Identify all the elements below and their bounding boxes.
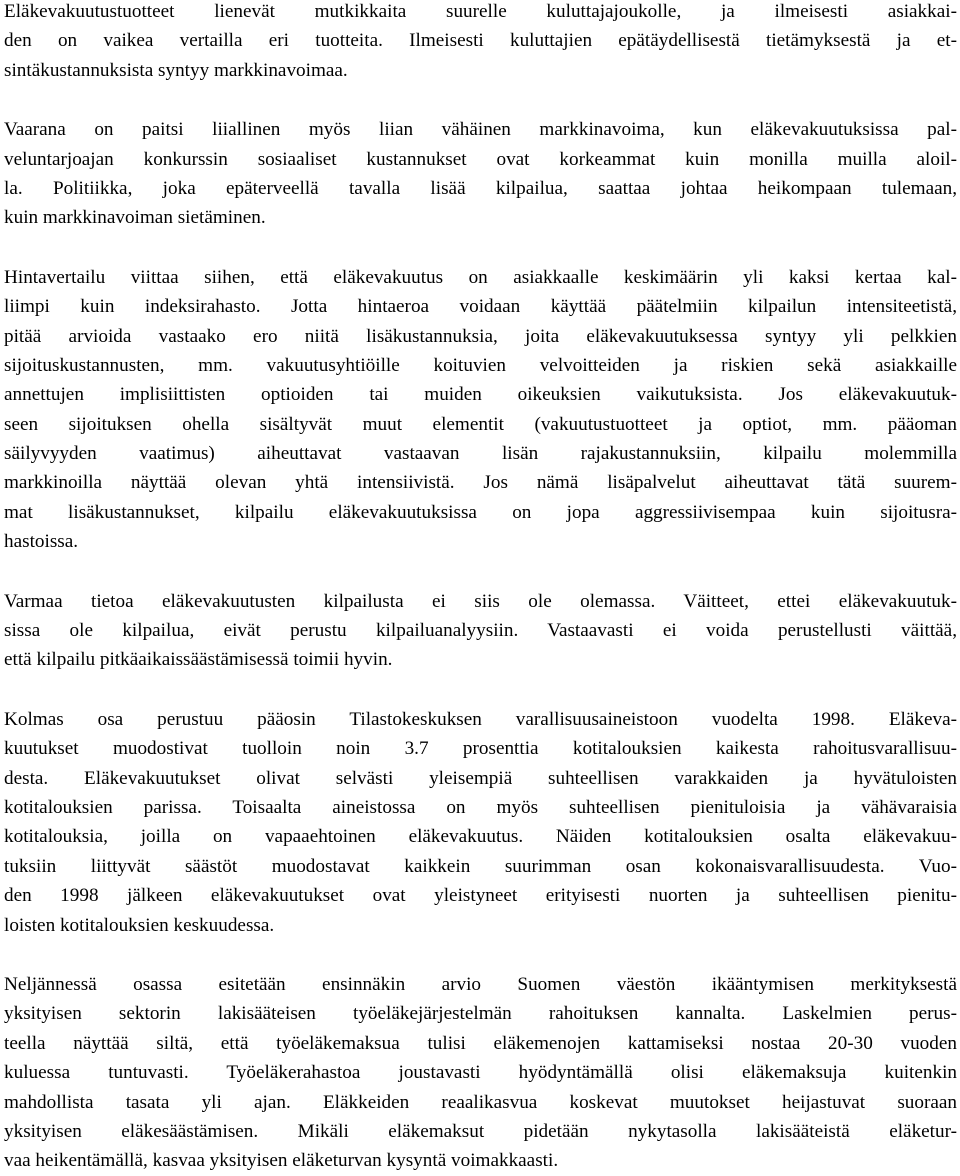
text-line: Eläkevakuutustuotteet lienevät mutkikkaita suurelle kuluttajajoukolle, ja ilmeisesti asiakkai- [4, 1, 957, 22]
text-line: kuin markkinavoiman sietäminen. [4, 207, 266, 229]
paragraph-2 [4, 115, 957, 233]
text-line: markkinoilla näyttää olevan yhtä intensiivistä. Jos nämä lisäpalvelut aiheuttavat tätä suurem- [4, 472, 957, 494]
text-line: yksityisen eläkesäästämisen. Mikäli eläkemaksut pidetään nykytasolla lakisääteistä eläketur- [4, 1120, 957, 1142]
text-line: sintäkustannuksista syntyy markkinavoimaa. [4, 59, 348, 81]
text-line: Kolmas osa perustuu pääosin Tilastokeskuksen varallisuusaineistoon vuodelta 1998. Eläkeva- [4, 708, 957, 730]
text-line: pitää arvioida vastaako ero niitä lisäkustannuksia, joita eläkevakuutuksessa syntyy yli pelkkien [4, 325, 957, 347]
paragraph-4 [4, 587, 957, 675]
text-line: teella näyttää siltä, että työeläkemaksua tulisi eläkemenojen kattamiseksi nostaa 20-30 vuoden [4, 1032, 957, 1054]
text-line: den on vaikea vertailla eri tuotteita. Ilmeisesti kuluttajien epätäydellisestä tietämyksestä ja et- [4, 30, 957, 52]
text-line: Neljännessä osassa esitetään ensinnäkin arvio Suomen väestön ikääntymisen merkityksestä [4, 973, 957, 995]
text-line: vaa heikentämällä, kasvaa yksityisen eläketurvan kysyntä voimakkaasti. [4, 1150, 559, 1172]
text-line: kuluessa tuntuvasti. Työeläkerahastoa joustavasti hyödyntämällä olisi eläkemaksuja kuitenkin [4, 1062, 957, 1084]
paragraph-1 [4, 0, 957, 85]
text-line: la. Politiikka, joka epäterveellä tavalla lisää kilpailua, saattaa johtaa heikompaan tulemaan, [4, 177, 957, 199]
text-line: mat lisäkustannukset, kilpailu eläkevakuutuksissa on jopa aggressiivisempaa kuin sijoitusra- [4, 501, 957, 523]
text-line: loisten kotitalouksien keskuudessa. [4, 914, 275, 936]
text-line: sijoituskustannusten, mm. vakuutusyhtiöille koituvien velvoitteiden ja riskien sekä asiakkaille [4, 354, 957, 376]
text-line: kotitalouksia, joilla on vapaaehtoinen eläkevakuutus. Näiden kotitalouksien osalta eläkevakuu- [4, 826, 957, 848]
text-line: Hintavertailu viittaa siihen, että eläkevakuutus on asiakkaalle keskimäärin yli kaksi kertaa kal- [4, 266, 957, 288]
text-line: kotitalouksien parissa. Toisaalta aineistossa on myös suhteellisen pienituloisia ja vähävaraisia [4, 796, 957, 818]
text-line: annettujen implisiittisten optioiden tai muiden oikeuksien vaikutuksista. Jos eläkevakuutuk- [4, 384, 957, 406]
text-line: säilyvyyden vaatimus) aiheuttavat vastaavan lisän rajakustannuksiin, kilpailu molemmilla [4, 443, 957, 465]
text-line: veluntarjoajan konkurssin sosiaaliset kustannukset ovat korkeammat kuin monilla muilla aloil- [4, 148, 957, 170]
paragraph-6 [4, 970, 957, 1176]
text-line: liimpi kuin indeksirahasto. Jotta hintaeroa voidaan käyttää päätelmiin kilpailun intensiteetistä, [4, 296, 957, 318]
text-line: yksityisen sektorin lakisääteisen työeläkejärjestelmän rahoituksen kannalta. Laskelmien perus- [4, 1003, 957, 1025]
text-line: sissa ole kilpailua, eivät perustu kilpailuanalyysiin. Vastaavasti ei voida perustellusti väittää, [4, 620, 957, 642]
text-line: seen sijoituksen ohella sisältyvät muut elementit (vakuutustuotteet ja optiot, mm. pääoman [4, 413, 957, 435]
text-line: Vaarana on paitsi liiallinen myös liian vähäinen markkinavoima, kun eläkevakuutuksissa pal- [4, 119, 957, 141]
text-line: mahdollista tasata yli ajan. Eläkkeiden reaalikasvua koskevat muutokset heijastuvat suoraan [4, 1091, 957, 1113]
text-line: hastoissa. [4, 531, 79, 553]
text-line: että kilpailu pitkäaikaissäästämisessä toimii hyvin. [4, 649, 393, 671]
text-line: Varmaa tietoa eläkevakuutusten kilpailusta ei siis ole olemassa. Väitteet, ettei eläkevakuutuk- [4, 590, 957, 612]
paragraph-3 [4, 263, 957, 557]
text-line: desta. Eläkevakuutukset olivat selvästi yleisempiä suhteellisen varakkaiden ja hyvätuloisten [4, 767, 957, 789]
text-line: tuksiin liittyvät säästöt muodostavat kaikkein suurimman osan kokonaisvarallisuudesta. Vuo- [4, 855, 957, 877]
text-line: den 1998 jälkeen eläkevakuutukset ovat yleistyneet erityisesti nuorten ja suhteellisen pienitu- [4, 885, 957, 907]
paragraph-5 [4, 705, 957, 940]
text-line: kuutukset muodostivat tuolloin noin 3.7 prosenttia kotitalouksien kaikesta rahoitusvarallisuu- [4, 738, 957, 760]
